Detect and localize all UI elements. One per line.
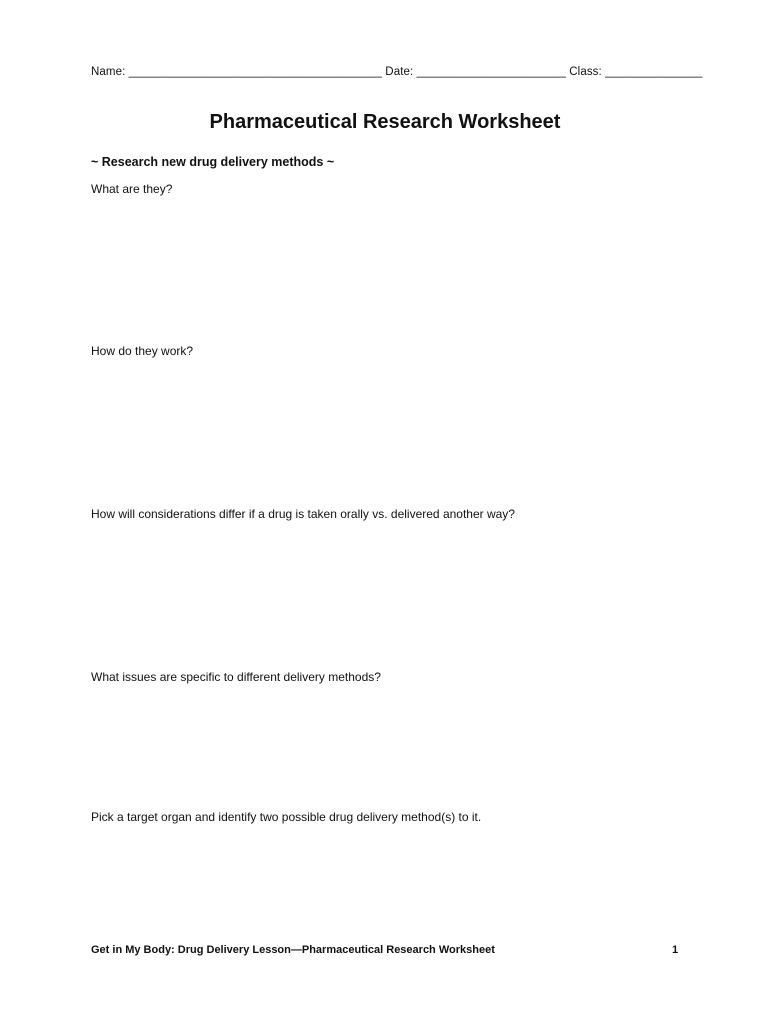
question-delivery-issues: What issues are specific to different delivery methods?	[91, 670, 381, 684]
question-what-are-they: What are they?	[91, 182, 173, 196]
question-target-organ: Pick a target organ and identify two possible drug delivery method(s) to it.	[91, 810, 482, 824]
question-how-do-they-work: How do they work?	[91, 344, 194, 358]
page-number: 1	[672, 944, 679, 956]
page-title: Pharmaceutical Research Worksheet	[209, 111, 561, 133]
footer-title: Get in My Body: Drug Delivery Lesson—Pharmaceutical Research Worksheet	[91, 944, 495, 956]
name-date-class-line: Name: _______________________________________ Date: _______________________ Class: _______________	[91, 66, 703, 78]
section-heading: ~ Research new drug delivery methods ~	[91, 155, 335, 169]
question-considerations-differ: How will considerations differ if a drug is taken orally vs. delivered another way?	[91, 507, 515, 521]
